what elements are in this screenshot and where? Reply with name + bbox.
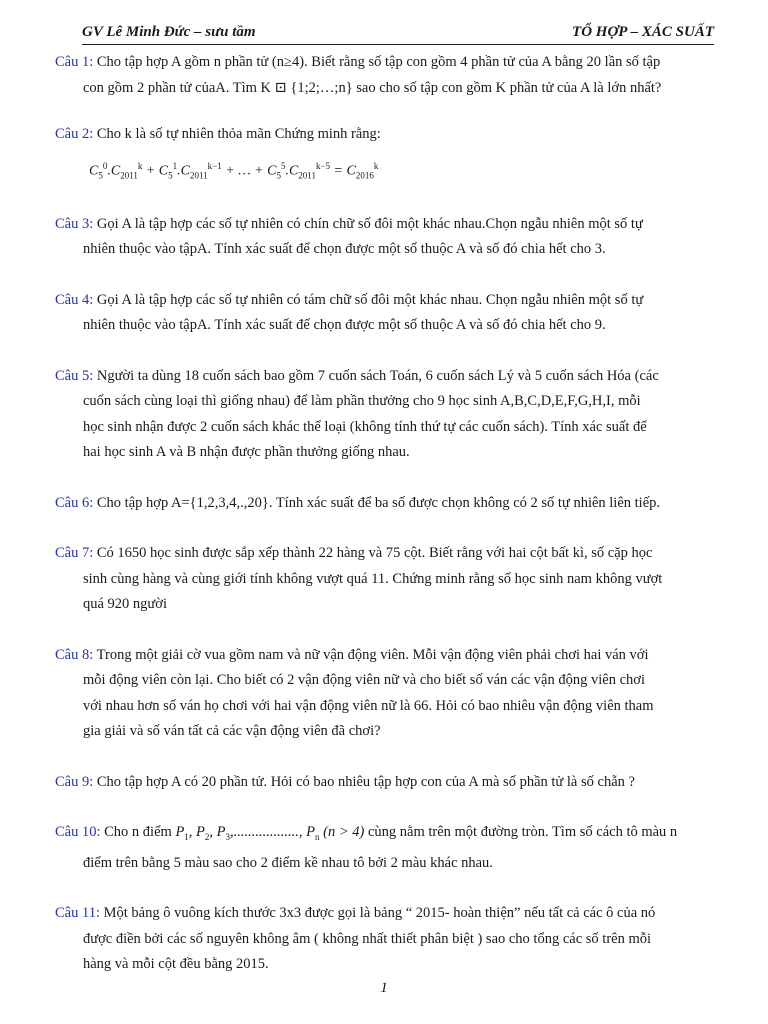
question-list: [55, 50, 717, 978]
question-2: Câu 2: Cho k là số tự nhiên thỏa mãn Chứng minh rằng:: [55, 126, 381, 142]
question-label: Câu 9:: [55, 773, 94, 790]
question-label: Câu 10:: [55, 824, 101, 841]
question-8: Câu 8: Trong một giải cờ vua gồm nam và nữ vận động viên. Mỗi vận động viên phải chơi hai ván với mỗi động viên còn lại. Cho biết có 2 vận động viên nữ và cho biết số ván các vận động viên chơi với nhau hơn số ván họ chơi với hai vận động viên nữ là 66. Hỏi có bao nhiêu vận động viên tham gia giải và số ván tất cả các vận động viên đã chơi?: [55, 646, 654, 740]
points-formula: $P_1$, $P_2$, $P_3$,.................., $P_n$ (n > 4): [175, 824, 365, 843]
question-label: Câu 7:: [55, 545, 94, 562]
question-11: Câu 11: Một bảng ô vuông kích thước 3x3 được gọi là bảng “ 2015- hoàn thiện” nếu tất cả các ô của nó được điền bởi các số nguyên không âm ( không nhất thiết phân biệt ) sao cho tổng các số trên mỗi hàng và mỗi cột đều bằng 2015.: [55, 905, 656, 973]
question-label: Câu 5:: [55, 367, 94, 384]
question-10: Câu 10: Cho n điểm $P_1$, $P_2$, $P_3$,.................., $P_n$ (n > 4) cùng nằm trên một đường tròn. Tìm số cách tô màu n điểm trên bằng 5 màu sao cho 2 điểm kề nhau tô bởi 2 màu khác nhau.: [55, 824, 678, 871]
question-1: Câu 1: Cho tập hợp A gồm n phần tử (n≥4). Biết rằng số tập con gồm 4 phần tử của A bằng 20 lần số tập con gồm 2 phần tử củaA. Tìm K ⊡ {1;2;…;n} sao cho số tập con gồm K phần tử của A là lớn nhất?: [55, 54, 662, 96]
question-4: Câu 4: Gọi A là tập hợp các số tự nhiên có tám chữ số đôi một khác nhau. Chọn ngẫu nhiên một số tự nhiên thuộc vào tậpA. Tính xác suất để chọn được một số thuộc A và số đó chia hết cho 9.: [55, 291, 644, 334]
question-3: Câu 3: Gọi A là tập hợp các số tự nhiên có chín chữ số đôi một khác nhau.Chọn ngẫu nhiên một số tự nhiên thuộc vào tậpA. Tính xác suất để chọn được một số thuộc A và số đó chia hết cho 3.: [55, 215, 643, 258]
question-9: Câu 9: Cho tập hợp A có 20 phần tử. Hỏi có bao nhiêu tập hợp con của A mà số phần tử là số chẵn ?: [55, 773, 635, 790]
question-5: Câu 5: Người ta dùng 18 cuốn sách bao gồm 7 cuốn sách Toán, 6 cuốn sách Lý và 5 cuốn sách Hóa (các cuốn sách cùng loại thì giống nhau) để làm phần thưởng cho 9 học sinh A,B,C,D,E,F,G,H,I, mỗi học sinh nhận được 2 cuốn sách khác thể loại (không tính thứ tự các cuốn sách). Tính xác suất để hai học sinh A và B nhận được phần thưởng giống nhau.: [55, 367, 659, 461]
question-label: Câu 1:: [55, 54, 94, 70]
page-header: [82, 24, 714, 46]
topic-title: TỔ HỢP – XÁC SUẤT: [572, 24, 714, 40]
author-line: GV Lê Minh Đức – sưu tầm: [82, 24, 256, 40]
question-label: Câu 4:: [55, 291, 94, 308]
question-label: Câu 3:: [55, 215, 94, 232]
question-label: Câu 11:: [55, 905, 100, 922]
question-label: Câu 6:: [55, 494, 94, 511]
page-number: 1: [380, 980, 388, 996]
question-6: Câu 6: Cho tập hợp A={1,2,3,4,.,20}. Tính xác suất để ba số được chọn không có 2 số tự nhiên liên tiếp.: [55, 494, 661, 511]
header-divider: [82, 44, 714, 45]
question-7: Câu 7: Có 1650 học sinh được sắp xếp thành 22 hàng và 75 cột. Biết rằng với hai cột bất kì, số cặp học sinh cùng hàng và cùng giới tính không vượt quá 11. Chứng minh rằng số học sinh nam không vượt quá 920 người: [55, 545, 663, 613]
question-label: Câu 2:: [55, 126, 94, 142]
combination-formula: $C_5^0.C_{2011}^k + C_5^1.C_{2011}^{k-1}$ + … + $C_5^5.C_{2011}^{k-5} = C_{2016}^k$: [89, 160, 379, 180]
question-label: Câu 8:: [55, 646, 94, 663]
